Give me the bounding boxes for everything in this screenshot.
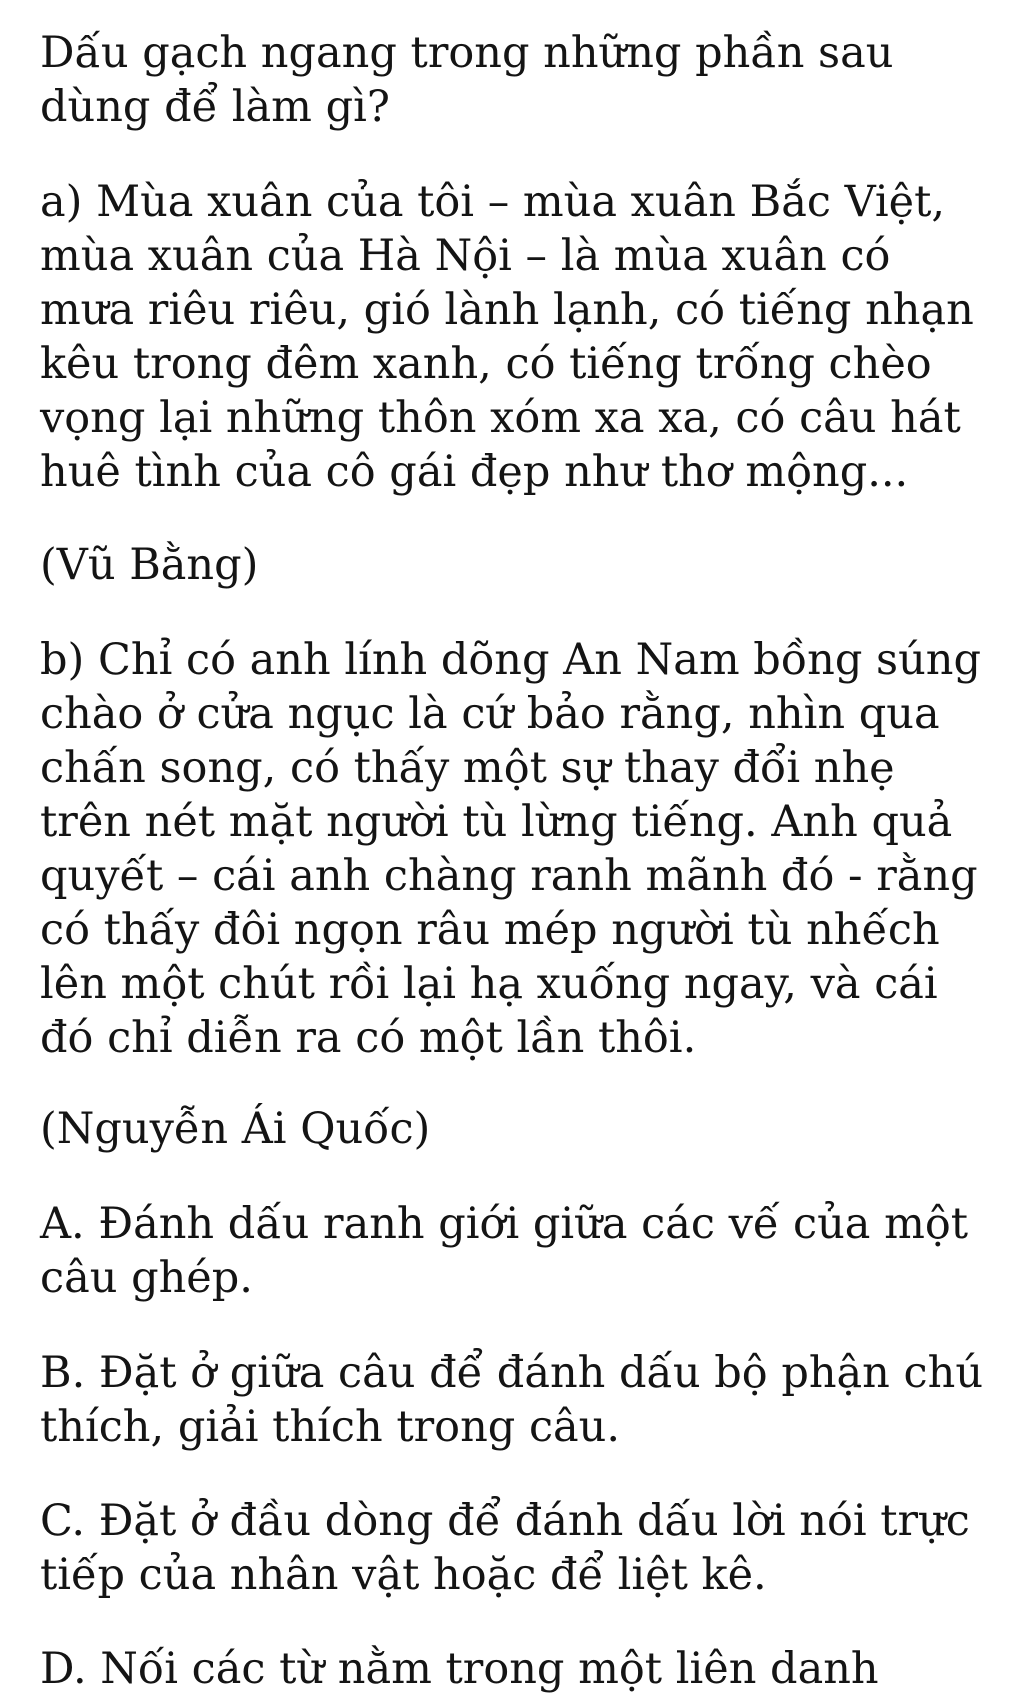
passage-a-text: a) Mùa xuân của tôi – mùa xuân Bắc Việt, mùa xuân của Hà Nội – là mùa xuân có mưa riêu riêu, gió lành lạnh, có tiếng nhạn kêu trong đêm xanh, có tiếng trống chèo vọng lại những thôn xóm xa xa, có câu hát huê tình của cô gái đẹp như thơ mộng...	[40, 177, 974, 497]
question-title: Dấu gạch ngang trong những phần sau dùng để làm gì?	[40, 28, 894, 132]
passage-b-text: b) Chỉ có anh lính dõng An Nam bồng súng chào ở cửa ngục là cứ bảo rằng, nhìn qua chấn song, có thấy một sự thay đổi nhẹ trên nét mặt người tù lừng tiếng. Anh quả quyết – cái anh chàng ranh mãnh đó - rằng có thấy đôi ngọn râu mép người tù nhếch lên một chút rồi lại hạ xuống ngay, và cái đó chỉ diễn ra có một lần thôi.	[40, 635, 982, 1063]
passage-a-source: (Vũ Bằng)	[40, 540, 259, 590]
option-a[interactable]: A. Đánh dấu ranh giới giữa các vế của một câu ghép.	[40, 1199, 969, 1303]
passage-b-source: (Nguyễn Ái Quốc)	[40, 1104, 431, 1154]
option-d[interactable]: D. Nối các từ nằm trong một liên danh	[40, 1644, 879, 1694]
option-c[interactable]: C. Đặt ở đầu dòng để đánh dấu lời nói trực tiếp của nhân vật hoặc để liệt kê.	[40, 1496, 970, 1600]
option-b[interactable]: B. Đặt ở giữa câu để đánh dấu bộ phận chú thích, giải thích trong câu.	[40, 1348, 984, 1452]
